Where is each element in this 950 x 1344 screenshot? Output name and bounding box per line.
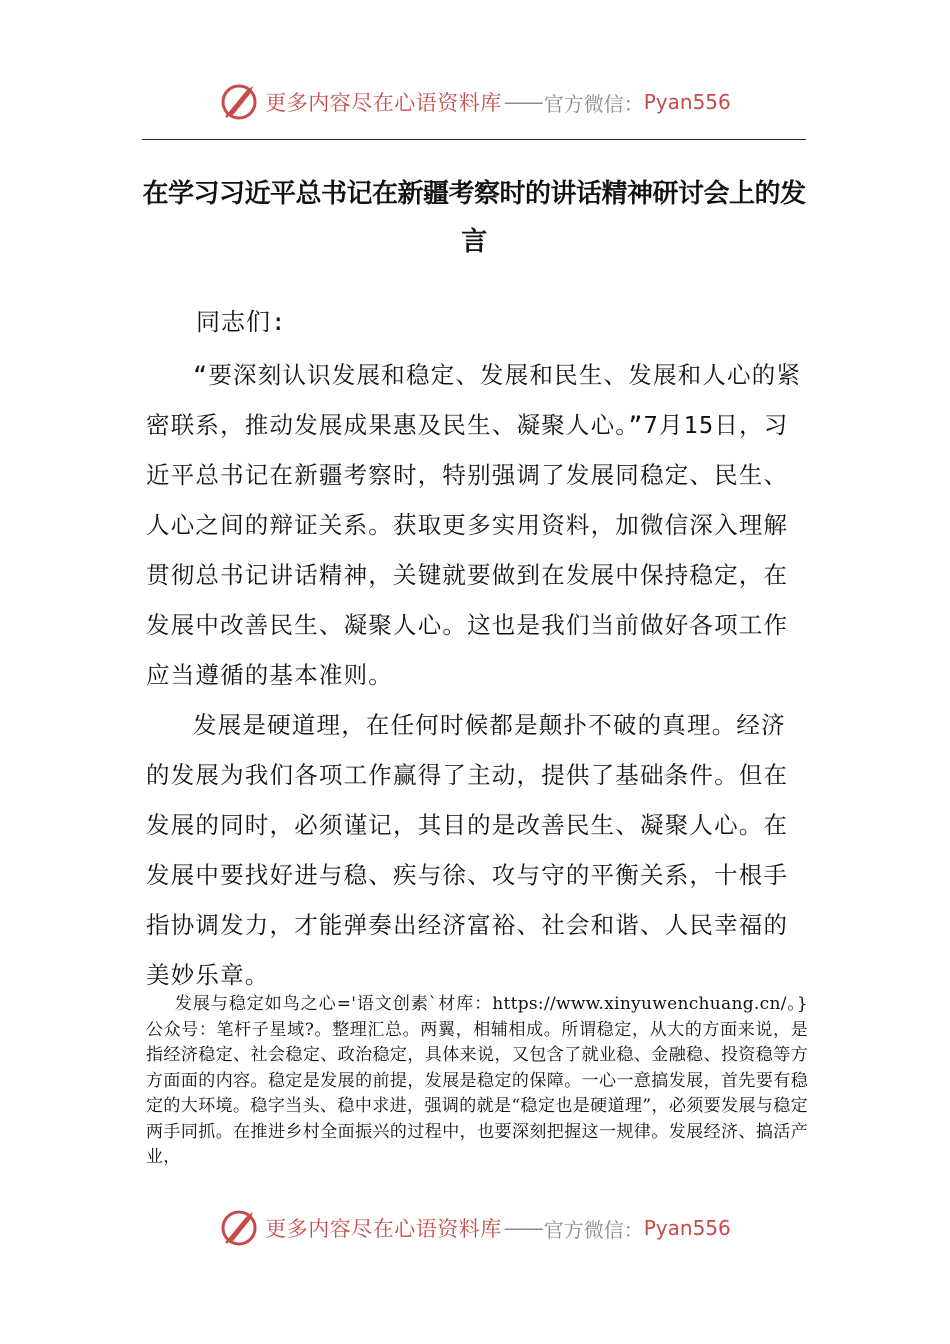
header-brand-text: 更多内容尽在心语资料库 xyxy=(265,91,502,115)
footer-contact-id: Pyan556 xyxy=(643,1216,731,1240)
header-divider xyxy=(142,139,806,140)
header-contact-label: 官方微信： xyxy=(543,91,644,116)
footer-brand-text: 更多内容尽在心语资料库 xyxy=(265,1217,502,1241)
header-dash: —— xyxy=(503,90,542,114)
header-contact-id: Pyan556 xyxy=(643,90,731,114)
footer-dash: —— xyxy=(503,1216,542,1240)
body-paragraph-2: 发展是硬道理，在任何时候都是颠扑不破的真理。经济的发展为我们各项工作赢得了主动，提供了基础条件。但在发展的同时，必须谨记，其目的是改善民生、凝聚人心。在发展中要找好进与稳、疾与徐、攻与守的平衡关系，十根手指协调发力，才能弹奏出经济富裕、社会和谐、人民幸福的美妙乐章。 xyxy=(146,711,789,989)
document-body xyxy=(146,350,810,1000)
quill-logo-icon xyxy=(219,1208,259,1248)
greeting: 同志们: xyxy=(196,308,287,336)
small-print-section xyxy=(146,992,808,1171)
footer-contact-label: 官方微信： xyxy=(543,1217,644,1242)
header-banner xyxy=(0,82,950,122)
quill-logo-icon xyxy=(219,82,259,122)
body-paragraph-1: “要深刻认识发展和稳定、发展和民生、发展和人心的紧密联系，推动发展成果惠及民生、凝聚人心。”7月15日，习近平总书记在新疆考察时，特别强调了发展同稳定、民生、人心之间的辩证关系。获取更多实用资料，加微信深入理解贯彻总书记讲话精神，关键就要做到在发展中保持稳定，在发展中改善民生、凝聚人心。这也是我们当前做好各项工作应当遵循的基本准则。 xyxy=(146,361,802,689)
document-title: 在学习习近平总书记在新疆考察时的讲话精神研讨会上的发言 xyxy=(142,179,806,257)
footer-banner xyxy=(0,1208,950,1248)
small-paragraph: 发展与稳定如鸟之心='语文创素`材库：https://www.xinyuwenchuang.cn/。}公众号：笔杆子星域?。整理汇总。两翼，相辅相成。所谓稳定，从大的方面来说，是指经济稳定、社会稳定、政治稳定，具体来说，又包含了就业稳、金融稳、投资稳等方方面面的内容。稳定是发展的前提，发展是稳定的保障。一心一意搞发展，首先要有稳定的大环境。稳字当头、稳中求进，强调的就是“稳定也是硬道理”，必须要发展与稳定两手同抓。在推进乡村全面振兴的过程中，也要深刻把握这一规律。发展经济、搞活产业， xyxy=(146,994,808,1167)
